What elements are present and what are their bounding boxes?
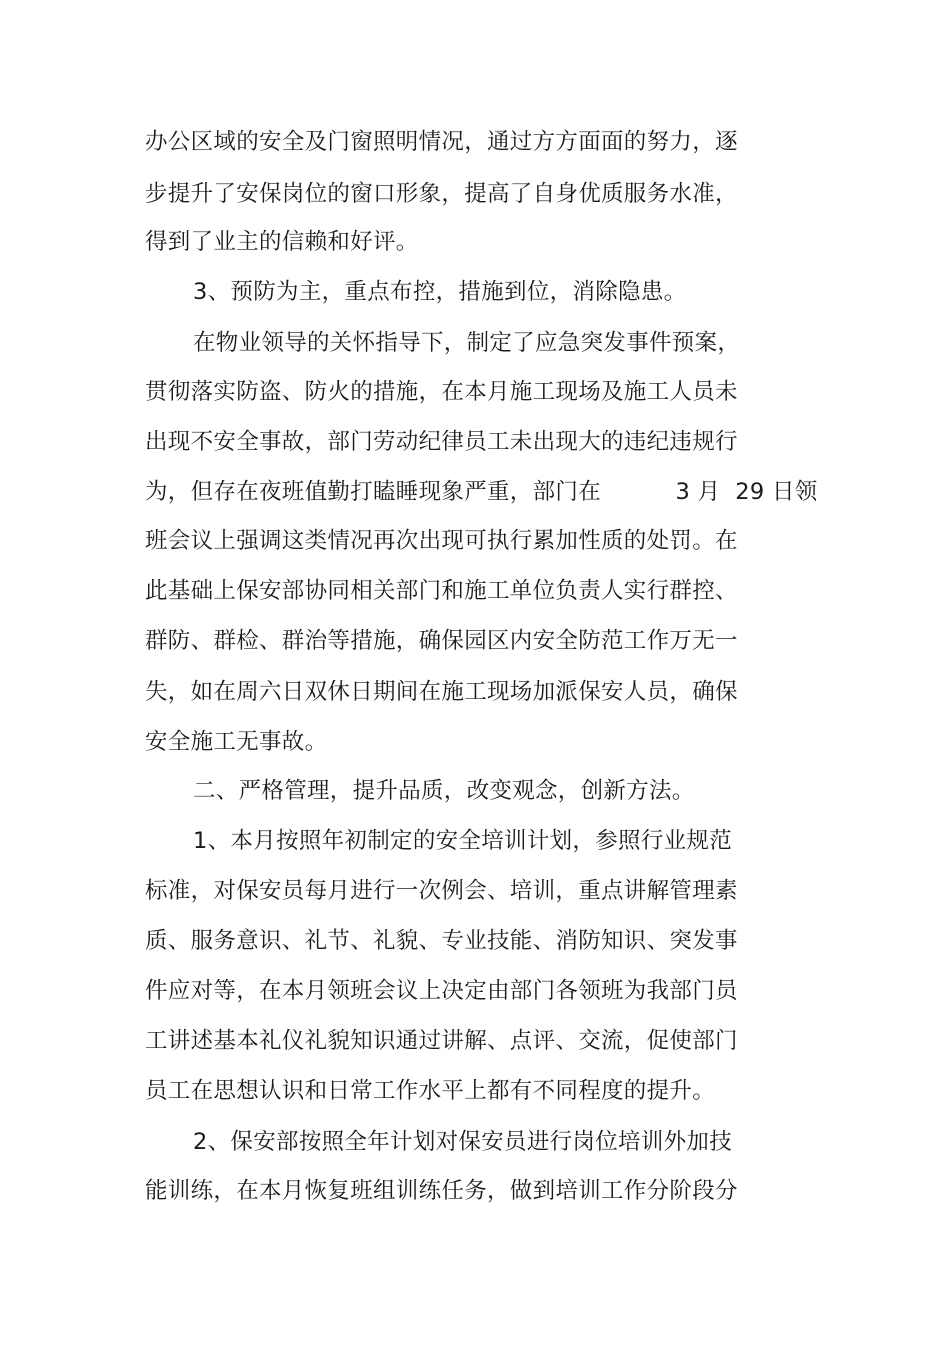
- text-line: 2、保安部按照全年计划对保安员进行岗位培训外加技: [193, 1129, 733, 1155]
- text-line: 安全施工无事故。: [145, 729, 328, 755]
- text-line: 质、服务意识、礼节、礼貌、专业技能、消防知识、突发事: [145, 928, 738, 954]
- text-line: 步提升了安保岗位的窗口形象，提高了自身优质服务水准，: [145, 181, 738, 207]
- section-heading: 3、预防为主，重点布控，措施到位，消除隐患。: [193, 279, 687, 305]
- text-line: 群防、群检、群治等措施，确保园区内安全防范工作万无一: [145, 628, 738, 654]
- text-line: 办公区域的安全及门窗照明情况，通过方方面面的努力，逐: [145, 129, 738, 155]
- text-line: 贯彻落实防盗、防火的措施，在本月施工现场及施工人员未: [145, 379, 738, 405]
- text-line: 班会议上强调这类情况再次出现可执行累加性质的处罚。在: [145, 528, 738, 554]
- text-line: 能训练，在本月恢复班组训练任务，做到培训工作分阶段分: [145, 1178, 738, 1204]
- text-line: 标准，对保安员每月进行一次例会、培训，重点讲解管理素: [145, 878, 738, 904]
- text-line: 员工在思想认识和日常工作水平上都有不同程度的提升。: [145, 1078, 716, 1104]
- text-line: 为，但存在夜班值勤打瞌睡现象严重，部门在 3 月 29 日领: [145, 479, 818, 505]
- text-line: 工讲述基本礼仪礼貌知识通过讲解、点评、交流，促使部门: [145, 1028, 738, 1054]
- text-line: 此基础上保安部协同相关部门和施工单位负责人实行群控、: [145, 578, 738, 604]
- text-line: 1、本月按照年初制定的安全培训计划，参照行业规范: [193, 828, 733, 854]
- section-heading: 二、严格管理，提升品质，改变观念，创新方法。: [193, 778, 695, 804]
- text-line: 出现不安全事故，部门劳动纪律员工未出现大的违纪违规行: [145, 429, 738, 455]
- text-line: 在物业领导的关怀指导下，制定了应急突发事件预案，: [193, 330, 741, 356]
- text-line: 件应对等，在本月领班会议上决定由部门各领班为我部门员: [145, 978, 738, 1004]
- text-line: 得到了业主的信赖和好评。: [145, 229, 419, 255]
- text-line: 失，如在周六日双休日期间在施工现场加派保安人员，确保: [145, 679, 738, 705]
